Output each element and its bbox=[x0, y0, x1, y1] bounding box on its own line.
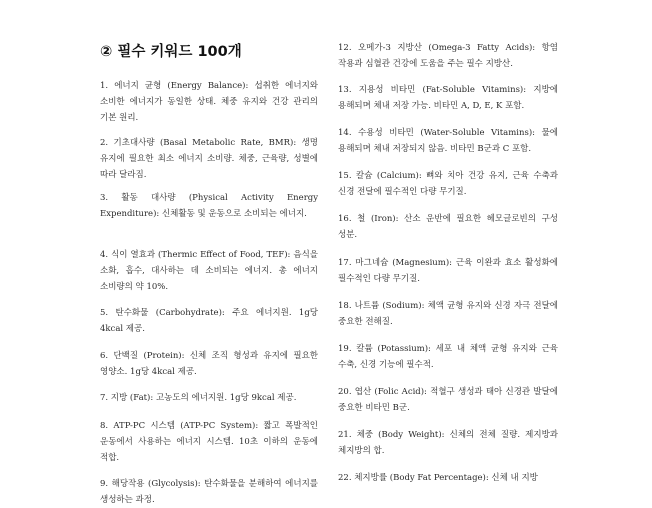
keyword-entry-15: 15. 칼슘 (Calcium): 뼈와 치아 건강 유지, 근육 수축과 신경 전달에 필수적인 다량 무기질. bbox=[338, 171, 558, 197]
keyword-entry-5: 5. 탄수화물 (Carbohydrate): 주요 에너지원. 1g당 4kcal 제공. bbox=[100, 308, 318, 334]
keyword-entry-19: 19. 칼륨 (Potassium): 세포 내 체액 균형 유지와 근육 수축, 신경 기능에 필수적. bbox=[338, 344, 558, 370]
keyword-entry-8: 8. ATP-PC 시스템 (ATP-PC System): 짧고 폭발적인 운동에서 사용하는 에너지 시스템. 10초 이하의 운동에 적합. bbox=[100, 421, 318, 463]
keyword-entry-7: 7. 지방 (Fat): 고농도의 에너지원. 1g당 9kcal 제공. bbox=[100, 393, 297, 403]
keyword-entry-16: 16. 철 (Iron): 산소 운반에 필요한 헤모글로빈의 구성 성분. bbox=[338, 214, 558, 240]
keyword-entry-12: 12. 오메가-3 지방산 (Omega-3 Fatty Acids): 항염 작용과 심혈관 건강에 도움을 주는 필수 지방산. bbox=[338, 43, 558, 69]
keyword-entry-17: 17. 마그네슘 (Magnesium): 근육 이완과 효소 활성화에 필수적인 다량 무기질. bbox=[338, 258, 558, 284]
keyword-entry-18: 18. 나트륨 (Sodium): 체액 균형 유지와 신경 자극 전달에 중요한 전해질. bbox=[338, 301, 558, 327]
keyword-entry-4: 4. 식이 열효과 (Thermic Effect of Food, TEF): 음식을 소화, 흡수, 대사하는 데 소비되는 에너지. 총 에너지 소비량의 약 10%. bbox=[100, 250, 318, 292]
keyword-entry-20: 20. 엽산 (Folic Acid): 적혈구 생성과 태아 신경관 발달에 중요한 비타민 B군. bbox=[338, 387, 558, 413]
keyword-entry-14: 14. 수용성 비타민 (Water-Soluble Vitamins): 물에 용해되며 체내 저장되지 않음. 비타민 B군과 C 포함. bbox=[338, 128, 558, 154]
section-title: ② 필수 키워드 100개 bbox=[100, 44, 242, 60]
keyword-entry-1: 1. 에너지 균형 (Energy Balance): 섭취한 에너지와 소비한 에너지가 동일한 상태. 체중 유지와 건강 관리의 기본 원리. bbox=[100, 81, 318, 123]
keyword-entry-9: 9. 해당작용 (Glycolysis): 탄수화물을 분해하여 에너지를 생성하는 과정. bbox=[100, 479, 318, 505]
keyword-entry-13: 13. 지용성 비타민 (Fat-Soluble Vitamins): 지방에 용해되며 체내 저장 가능. 비타민 A, D, E, K 포함. bbox=[338, 85, 558, 111]
keyword-entry-21: 21. 체중 (Body Weight): 신체의 전체 질량. 제지방과 체지방의 합. bbox=[338, 430, 558, 456]
keyword-entry-6: 6. 단백질 (Protein): 신체 조직 형성과 유지에 필요한 영양소. 1g당 4kcal 제공. bbox=[100, 351, 318, 377]
keyword-entry-22: 22. 체지방률 (Body Fat Percentage): 신체 내 지방 bbox=[338, 473, 538, 483]
keyword-entry-2: 2. 기초대사량 (Basal Metabolic Rate, BMR): 생명 유지에 필요한 최소 에너지 소비량. 체중, 근육량, 성별에 따라 달라짐. bbox=[100, 138, 318, 180]
keyword-entry-3: 3. 활동 대사량 (Physical Activity Energy Expenditure): 신체활동 및 운동으로 소비되는 에너지. bbox=[100, 193, 318, 219]
